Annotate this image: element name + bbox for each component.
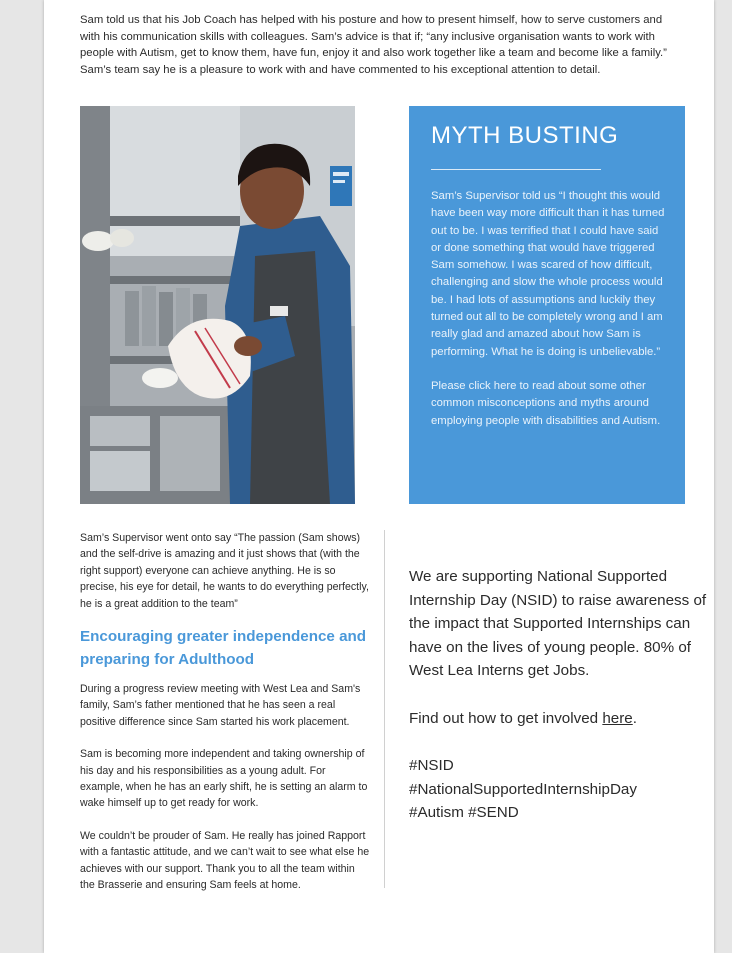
photo-sam-at-work <box>80 106 355 504</box>
supervisor-quote-paragraph: Sam’s Supervisor went onto say “The passion (Sam shows) and the self-drive is amazing and it just shows that (with the right support) everyone can achieve anything. He is so precise, his eye for detail, he wants to do everything perfectly, he is a great addition to the team” <box>80 532 369 610</box>
section-heading: Encouraging greater independence and preparing for Adulthood <box>80 628 367 669</box>
supervisor-quote-box: Sam’s Supervisor told us “I thought this would have been way more difficult than it has turned out to be. I was terrified that I could have said or done something that would have triggered Sam somehow. I was scared of how difficult, challenging and slow the whole process would be. I had lots of assumptions and luckily they turned out all to be completely wrong and I am really glad and amazed about how Sam is performing. What he is doing is unbelievable.” <box>431 190 665 358</box>
hashtag-autism-send[interactable]: #Autism #SEND <box>409 804 519 821</box>
kitchen-photo-illustration <box>80 106 355 504</box>
get-involved-paragraph <box>409 707 709 731</box>
intro-paragraph: Sam told us that his Job Coach has helped with his posture and how to present himself, how to serve customers and with his communication skills with colleagues. Sam’s advice is that if; “any inclusive organisation wants to work with people with Autism, get to know them, have fun, enjoy it and also work together like a team and become like a family.” Sam’s team say he is a pleasure to work with and have commented to his exceptional attention to detail. <box>80 14 667 76</box>
get-involved-suffix: . <box>632 709 637 727</box>
get-involved-prefix: Find out how to get involved <box>409 709 603 727</box>
column-divider <box>384 530 385 888</box>
progress-review-paragraph: During a progress review meeting with West Lea and Sam's family, Sam’s father mentioned that he has seen a real positive difference since Sam started his work placement. <box>80 683 361 728</box>
independence-paragraph: Sam is becoming more independent and taking ownership of his day and his responsibilities as a young adult. For example, when he has an early shift, he is setting an alarm to wake himself up to get ready for work. <box>80 748 368 810</box>
myth-busting-title: MYTH BUSTING <box>431 122 619 149</box>
title-divider <box>431 169 601 170</box>
document-page <box>44 0 714 953</box>
left-column <box>80 530 370 894</box>
right-column <box>409 565 709 825</box>
closing-paragraph: We couldn’t be prouder of Sam. He really has joined Rapport with a fantastic attitude, and we can’t wait to see what else he achieves with our support. Thank you to all the team within the Brasserie and ensuring Sam feels at home. <box>80 829 370 892</box>
hashtags <box>409 754 709 825</box>
nsid-paragraph: We are supporting National Supported Internship Day (NSID) to raise awareness of the impact that Supported Internships can have on the lives of young people. 80% of West Lea Interns get Jobs. <box>409 568 707 679</box>
hashtag-nsid[interactable]: #NSID <box>409 757 454 774</box>
myths-link-text[interactable]: Please click here to read about some other common misconceptions and myths around employing people with disabilities and Autism. <box>431 379 661 427</box>
hashtag-national-supported-internship-day[interactable]: #NationalSupportedInternshipDay <box>409 780 637 798</box>
here-link[interactable]: here <box>602 709 633 727</box>
myth-busting-box <box>409 106 685 504</box>
